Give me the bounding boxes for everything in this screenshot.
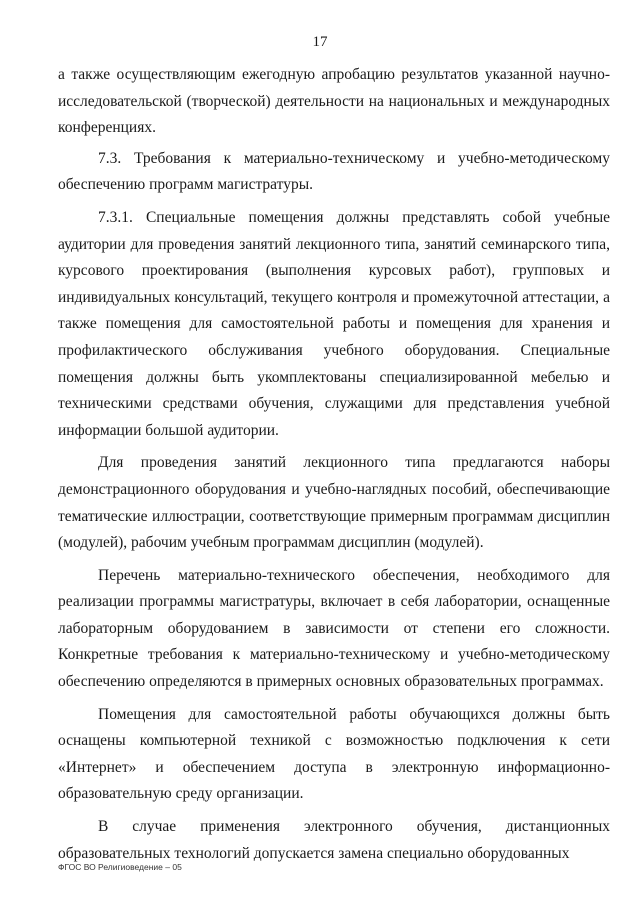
paragraph-material-support-list: Перечень материально-технического обеспечения, необходимого для реализации программы магистратуры, включает в себя лаборатории, оснащенные лабораторным оборудованием в зависимости от степени его сложности. Конкретные требования к материально-техническому и учебно-методическому обеспечению определяются в примерных основных образовательных программах.: [58, 566, 610, 691]
paragraph-self-study-rooms: Помещения для самостоятельной работы обучающихся должны быть оснащены компьютерной техникой с возможностью подключения к сети «Интернет» и обеспечением доступа в электронную информационно-образовательную среду организации.: [58, 705, 610, 803]
paragraph-lecture-equipment: Для проведения занятий лекционного типа предлагаются наборы демонстрационного оборудования и учебно-наглядных пособий, обеспечивающие тематические иллюстрации, соответствующие примерным программам дисциплин (модулей), рабочим учебным программам дисциплин (модулей).: [58, 454, 610, 552]
paragraph-7-3-1: 7.3.1. Специальные помещения должны представлять собой учебные аудитории для проведения занятий лекционного типа, занятий семинарского типа, курсового проектирования (выполнения курсовых работ), групповых и индивидуальных консультаций, текущего контроля и промежуточной аттестации, а также помещения для самостоятельной работы и помещения для хранения и профилактического обслуживания учебного оборудования. Специальные помещения должны быть укомплектованы специализированной мебелью и техническими средствами обучения, служащими для представления учебной информации большой аудитории.: [58, 208, 610, 439]
section-heading-7-3: 7.3. Требования к материально-техническому и учебно-методическому обеспечению программ магистратуры.: [58, 149, 610, 194]
paragraph-e-learning: В случае применения электронного обучения, дистанционных образовательных технологий допускается замена специально оборудованных: [58, 818, 610, 862]
paragraph-continuation: а также осуществляющим ежегодную апробацию результатов указанной научно-исследовательской (творческой) деятельности на национальных и международных конференциях.: [58, 66, 610, 137]
page-number: 17: [312, 34, 328, 50]
document-body: [58, 62, 610, 873]
document-footer: ФГОС ВО Религиоведение – 05: [58, 862, 182, 872]
